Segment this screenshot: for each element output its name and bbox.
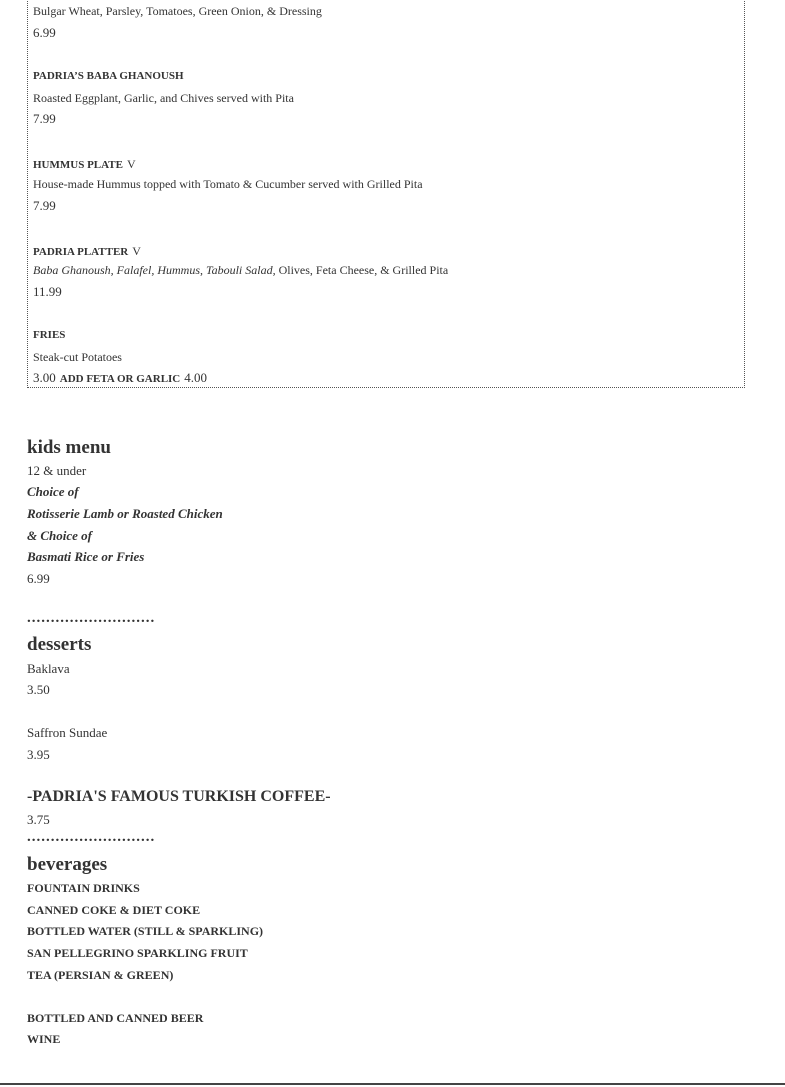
fries-addon-label: ADD FETA OR GARLIC	[59, 373, 181, 385]
padria-platter-name: PADRIA PLATTER	[33, 246, 129, 258]
dessert-name: Baklava	[27, 661, 70, 676]
tabouli-price: 6.99	[33, 25, 56, 40]
kids-choice-line: & Choice of	[27, 528, 92, 543]
padria-platter-description	[33, 263, 448, 278]
dessert-name: Saffron Sundae	[27, 725, 108, 740]
padria-platter-description-rest: Olives, Feta Cheese, & Grilled Pita	[275, 263, 449, 277]
kids-choice-line: Choice of	[27, 484, 79, 499]
kids-choice-line: Rotisserie Lamb or Roasted Chicken	[27, 506, 223, 521]
beverage-item: TEA (PERSIAN & GREEN)	[27, 968, 174, 982]
fries-description: Steak-cut Potatoes	[33, 350, 122, 364]
desserts-heading: desserts	[27, 634, 92, 655]
padria-platter-price: 11.99	[33, 284, 62, 299]
vegetarian-icon: V	[126, 157, 136, 171]
coffee-title: -PADRIA'S FAMOUS TURKISH COFFEE-	[27, 788, 331, 805]
padria-platter-description-italic: Baba Ghanoush, Falafel, Hummus, Tabouli Salad,	[33, 263, 276, 277]
tabouli-description: Bulgar Wheat, Parsley, Tomatoes, Green Onion, & Dressing	[33, 4, 322, 18]
padria-platter-title	[33, 242, 141, 260]
dessert-price: 3.50	[27, 682, 50, 697]
kids-menu-age: 12 & under	[27, 463, 87, 478]
beverage-item: SAN PELLEGRINO SPARKLING FRUIT	[27, 946, 248, 960]
hummus-plate-name: HUMMUS PLATE	[33, 159, 123, 171]
beverage-item: BOTTLED AND CANNED BEER	[27, 1011, 204, 1025]
kids-menu-price: 6.99	[27, 571, 50, 586]
beverage-item: FOUNTAIN DRINKS	[27, 881, 140, 895]
beverage-item: CANNED COKE & DIET COKE	[27, 903, 201, 917]
kids-choice-line: Basmati Rice or Fries	[27, 549, 145, 564]
beverages-heading: beverages	[27, 854, 108, 875]
vegetarian-icon: V	[132, 244, 141, 258]
fries-addon-price: 4.00	[184, 370, 208, 385]
kids-menu-heading: kids menu	[27, 437, 111, 458]
fries-price-line	[33, 370, 207, 386]
coffee-price: 3.75	[27, 812, 50, 827]
fries-name: FRIES	[33, 329, 66, 341]
baba-ghanoush-price: 7.99	[33, 111, 56, 126]
dessert-price: 3.95	[27, 747, 50, 762]
dotted-separator: ...........................	[27, 829, 156, 845]
bottom-divider	[0, 1083, 785, 1087]
beverage-item: WINE	[27, 1032, 61, 1046]
baba-ghanoush-name: PADRIA’S BABA GHANOUSH	[33, 70, 184, 82]
fries-price: 3.00	[33, 370, 56, 385]
dotted-separator: ...........................	[27, 610, 156, 626]
baba-ghanoush-description: Roasted Eggplant, Garlic, and Chives served with Pita	[33, 91, 294, 105]
appetizers-box	[27, 0, 745, 388]
hummus-plate-price: 7.99	[33, 198, 56, 213]
hummus-plate-description: House-made Hummus topped with Tomato & Cucumber served with Grilled Pita	[33, 177, 423, 191]
hummus-plate-title	[33, 155, 136, 173]
beverage-item: BOTTLED WATER (STILL & SPARKLING)	[27, 924, 264, 938]
